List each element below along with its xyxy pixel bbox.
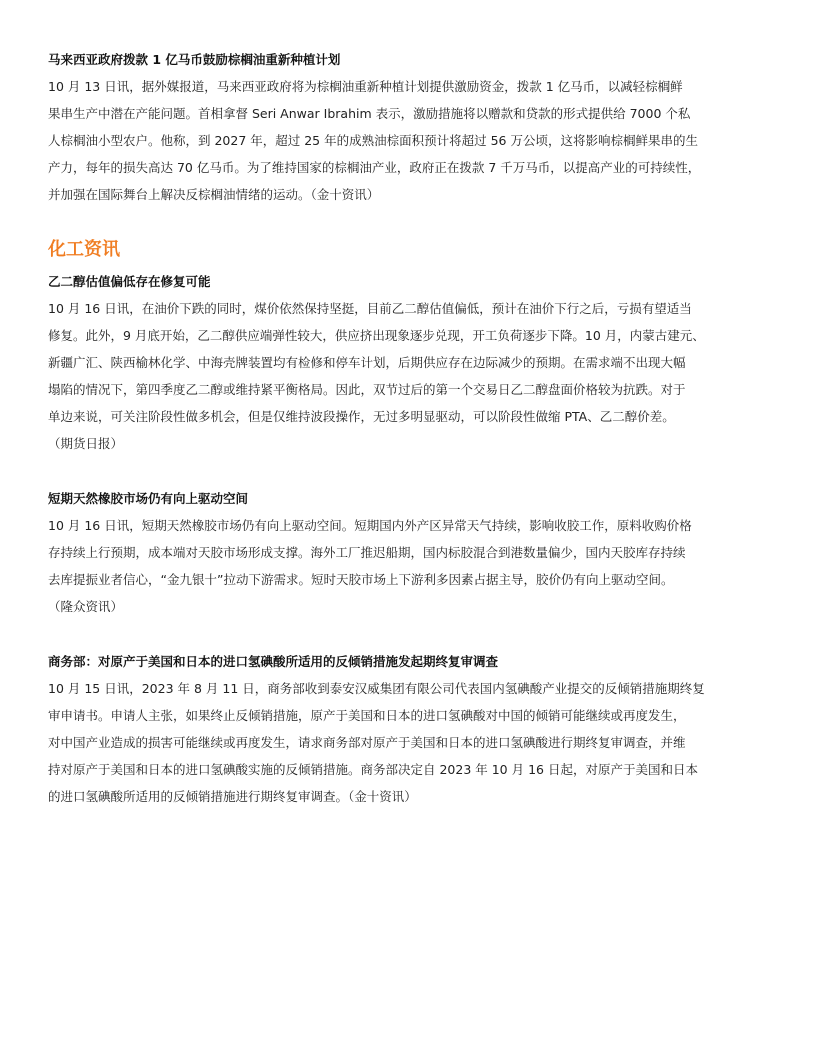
article-body	[48, 295, 770, 457]
body-line: 塌陷的情况下，第四季度乙二醇或维持紧平衡格局。因此，双节过后的第一个交易日乙二醇盘面价格较为抗跌。对于	[48, 382, 686, 397]
body-line: 产力，每年的损失高达 70 亿马币。为了维持国家的棕榈油产业，政府正在拨款 7 千万马币，以提高产业的可持续性，	[48, 160, 701, 175]
body-line: 人棕榈油小型农户。他称，到 2027 年，超过 25 年的成熟油棕面积预计将超过 56 万公顷，这将影响棕榈鲜果串的生	[48, 133, 698, 148]
body-line: 新疆广汇、陕西榆林化学、中海壳牌装置均有检修和停车计划，后期供应存在边际减少的预期。在需求端不出现大幅	[48, 355, 686, 370]
body-line: 10 月 16 日讯，短期天然橡胶市场仍有向上驱动空间。短期国内外产区异常天气持续，影响收胶工作，原料收购价格	[48, 518, 692, 533]
body-line: 10 月 13 日讯，据外媒报道，马来西亚政府将为棕榈油重新种植计划提供激励资金，拨款 1 亿马币，以减轻棕榈鲜	[48, 79, 683, 94]
body-line: 并加强在国际舞台上解决反棕榈油情绪的运动。（金十资讯）	[48, 187, 380, 202]
article-title: 乙二醇估值偏低存在修复可能	[48, 274, 211, 289]
article-natural-rubber	[48, 489, 770, 620]
body-line: 持对原产于美国和日本的进口氢碘酸实施的反倾销措施。商务部决定自 2023 年 10 月 16 日起，对原产于美国和日本	[48, 762, 698, 777]
article-title: 马来西亚政府拨款 1 亿马币鼓励棕榈油重新种植计划	[48, 52, 341, 67]
section-heading: 化工资讯	[48, 239, 120, 260]
body-line: 对中国产业造成的损害可能继续或再度发生，请求商务部对原产于美国和日本的进口氢碘酸进行期终复审调查，并维	[48, 735, 686, 750]
body-line: 10 月 16 日讯，在油价下跌的同时，煤价依然保持坚挺，目前乙二醇估值偏低，预计在油价下行之后，亏损有望适当	[48, 301, 692, 316]
article-source: （期货日报）	[48, 436, 124, 451]
article-ethylene-glycol	[48, 272, 770, 457]
article-hydroiodic-acid	[48, 652, 770, 810]
body-line: 修复。此外，9 月底开始，乙二醇供应端弹性较大，供应挤出现象逐步兑现，开工负荷逐步下降。10 月，内蒙古建元、	[48, 328, 705, 343]
article-body	[48, 73, 770, 208]
body-line: 存持续上行预期，成本端对天胶市场形成支撑。海外工厂推迟船期，国内标胶混合到港数量偏少，国内天胶库存持续	[48, 545, 686, 560]
body-line: 去库提振业者信心，“金九银十”拉动下游需求。短时天胶市场上下游利多因素占据主导，胶价仍有向上驱动空间。	[48, 572, 674, 587]
article-title: 短期天然橡胶市场仍有向上驱动空间	[48, 491, 249, 506]
body-line: 审申请书。申请人主张，如果终止反倾销措施，原产于美国和日本的进口氢碘酸对中国的倾销可能继续或再度发生，	[48, 708, 686, 723]
body-line: 的进口氢碘酸所适用的反倾销措施进行期终复审调查。（金十资讯）	[48, 789, 417, 804]
body-line: 单边来说，可关注阶段性做多机会，但是仅维持波段操作，无过多明显驱动，可以阶段性做缩 PTA、乙二醇价差。	[48, 409, 675, 424]
article-body	[48, 675, 770, 810]
document-page	[48, 50, 770, 810]
body-line: 果串生产中潜在产能问题。首相拿督 Seri Anwar Ibrahim 表示，激励措施将以赠款和贷款的形式提供给 7000 个私	[48, 106, 691, 121]
body-line: 10 月 15 日讯，2023 年 8 月 11 日，商务部收到泰安汉威集团有限公司代表国内氢碘酸产业提交的反倾销措施期终复	[48, 681, 705, 696]
article-palm-oil	[48, 50, 770, 208]
article-body	[48, 512, 770, 620]
article-source: （隆众资讯）	[48, 599, 124, 614]
article-title: 商务部：对原产于美国和日本的进口氢碘酸所适用的反倾销措施发起期终复审调查	[48, 654, 499, 669]
